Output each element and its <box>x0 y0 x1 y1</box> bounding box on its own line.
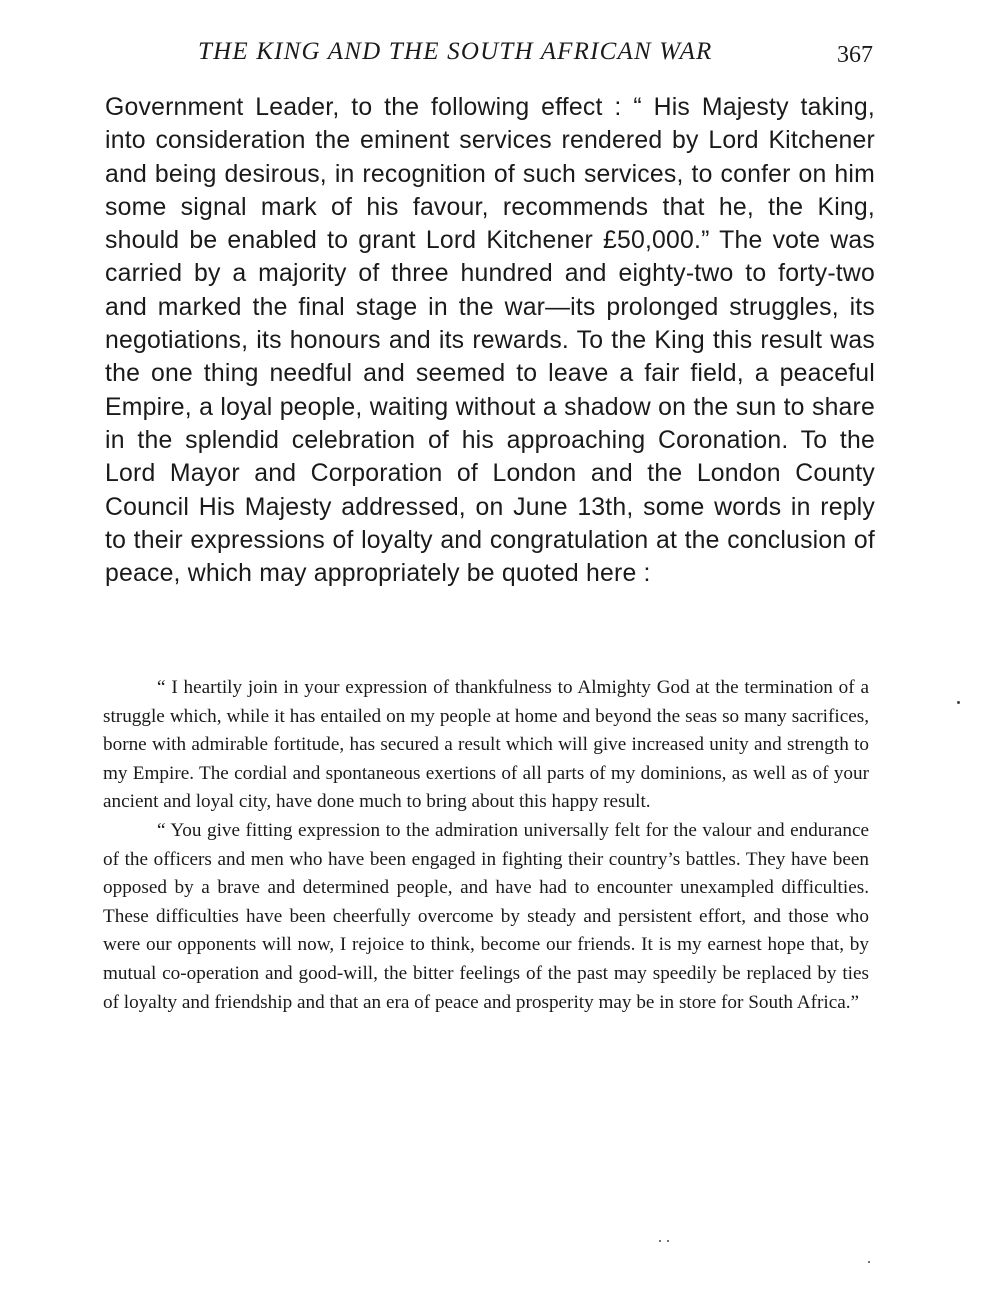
ink-speck <box>667 1240 669 1242</box>
ink-speck <box>868 1261 870 1263</box>
quote-paragraph-1: “ I heartily join in your expression of thankfulness to Almighty God at the termination of a struggle which, while it has entailed on my people at home and beyond the seas so many sacrifices, borne with admirable fortitude, has secured a result which will give increased unity and strength to my Empire. The cordial and spontaneous exertions of all parts of my dominions, as well as of your ancient and loyal city, have done much to bring about this happy result. <box>103 677 869 813</box>
ink-speck <box>957 701 960 704</box>
running-head <box>105 38 875 78</box>
quote-paragraph-2: “ You give fitting expression to the admiration universally felt for the valour and endurance of the officers and men who have been engaged in fighting their country’s battles. They have been opposed by a brave and determined people, and have had to encounter unexampled difficulties. These difficulties have been cheerfully overcome by steady and persistent effort, and those who were our opponents will now, I rejoice to think, become our friends. It is my earnest hope that, by mutual co-operation and good-will, the bitter feelings of the past may speedily be replaced by ties of loyalty and friendship and that an era of peace and prosperity may be in store for South Africa.” <box>103 819 869 1013</box>
block-quote <box>103 674 869 1017</box>
ink-speck <box>659 1240 661 1242</box>
body-paragraph: Government Leader, to the following effect : “ His Majesty taking, into consideration the eminent services rendered by Lord Kitchener and being desirous, in recognition of such services, to confer on him some signal mark of his favour, recommends that he, the King, should be enabled to grant Lord Kitchener £50,000.” The vote was carried by a majority of three hundred and eighty-two to forty-two and marked the final stage in the war—its prolonged struggles, its negotiations, its honours and its rewards. To the King this result was the one thing needful and seemed to leave a fair field, a peaceful Empire, a loyal people, waiting without a shadow on the sun to share in the splendid celebration of his approaching Coronation. To the Lord Mayor and Corporation of London and the London County Council His Majesty addressed, on June 13th, some words in reply to their expressions of loyalty and congratulation at the conclusion of peace, which may appropriately be quoted here : <box>105 94 875 588</box>
page-number: 367 <box>837 42 873 68</box>
running-title: THE KING AND THE SOUTH AFRICAN WAR <box>198 38 713 65</box>
